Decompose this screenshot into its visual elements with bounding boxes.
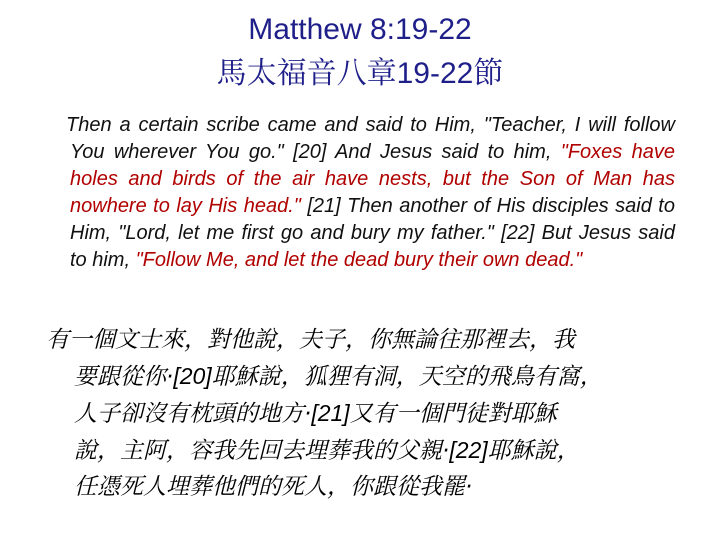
chinese-line-3-start: 人子卻沒有枕頭的地方· xyxy=(74,401,312,427)
chinese-line-2 xyxy=(46,358,686,395)
chinese-line-4 xyxy=(46,432,686,469)
english-quote-follow-me: "Follow Me, and let the dead bury their own dead." xyxy=(135,249,583,271)
title-chinese: 馬太福音八章19-22節 xyxy=(216,57,504,90)
english-text-part3: [21] Then another of His disciples said to Him, "Lord, let me first go and bury my father." [22] But Jesus said to him, xyxy=(70,195,675,271)
chinese-line-2-end: 耶穌說，狐狸有洞，天空的飛鳥有窩， xyxy=(211,364,603,390)
verse-ref-21: [21] xyxy=(311,400,350,426)
chinese-line-4-start: 說，主阿，容我先回去埋葬我的父親· xyxy=(74,438,450,464)
chinese-line-2-start: 要跟從你· xyxy=(74,364,174,390)
verse-ref-22: [22] xyxy=(449,437,488,463)
title-english: Matthew 8:19-22 xyxy=(248,13,472,46)
chinese-line-5: 任憑死人埋葬他們的死人，你跟從我罷· xyxy=(74,474,473,500)
english-text-part1: Then a certain scribe came and said to Him, "Teacher, I will follow You wherever You go." [20] And Jesus said to him, xyxy=(66,114,675,163)
chinese-passage xyxy=(46,322,686,505)
chinese-line-3-end: 又有一個門徒對耶穌 xyxy=(349,401,557,427)
chinese-line-1: 有一個文士來，對他說，夫子，你無論往那裡去，我 xyxy=(46,327,575,353)
verse-ref-20: [20] xyxy=(173,363,212,389)
english-quote-foxes: "Foxes have holes and birds of the air have nests, but the Son of Man has nowhere to lay His head." xyxy=(70,141,675,217)
english-passage xyxy=(66,112,675,274)
chinese-line-4-end: 耶穌說， xyxy=(487,438,580,464)
chinese-line-3 xyxy=(46,395,686,432)
